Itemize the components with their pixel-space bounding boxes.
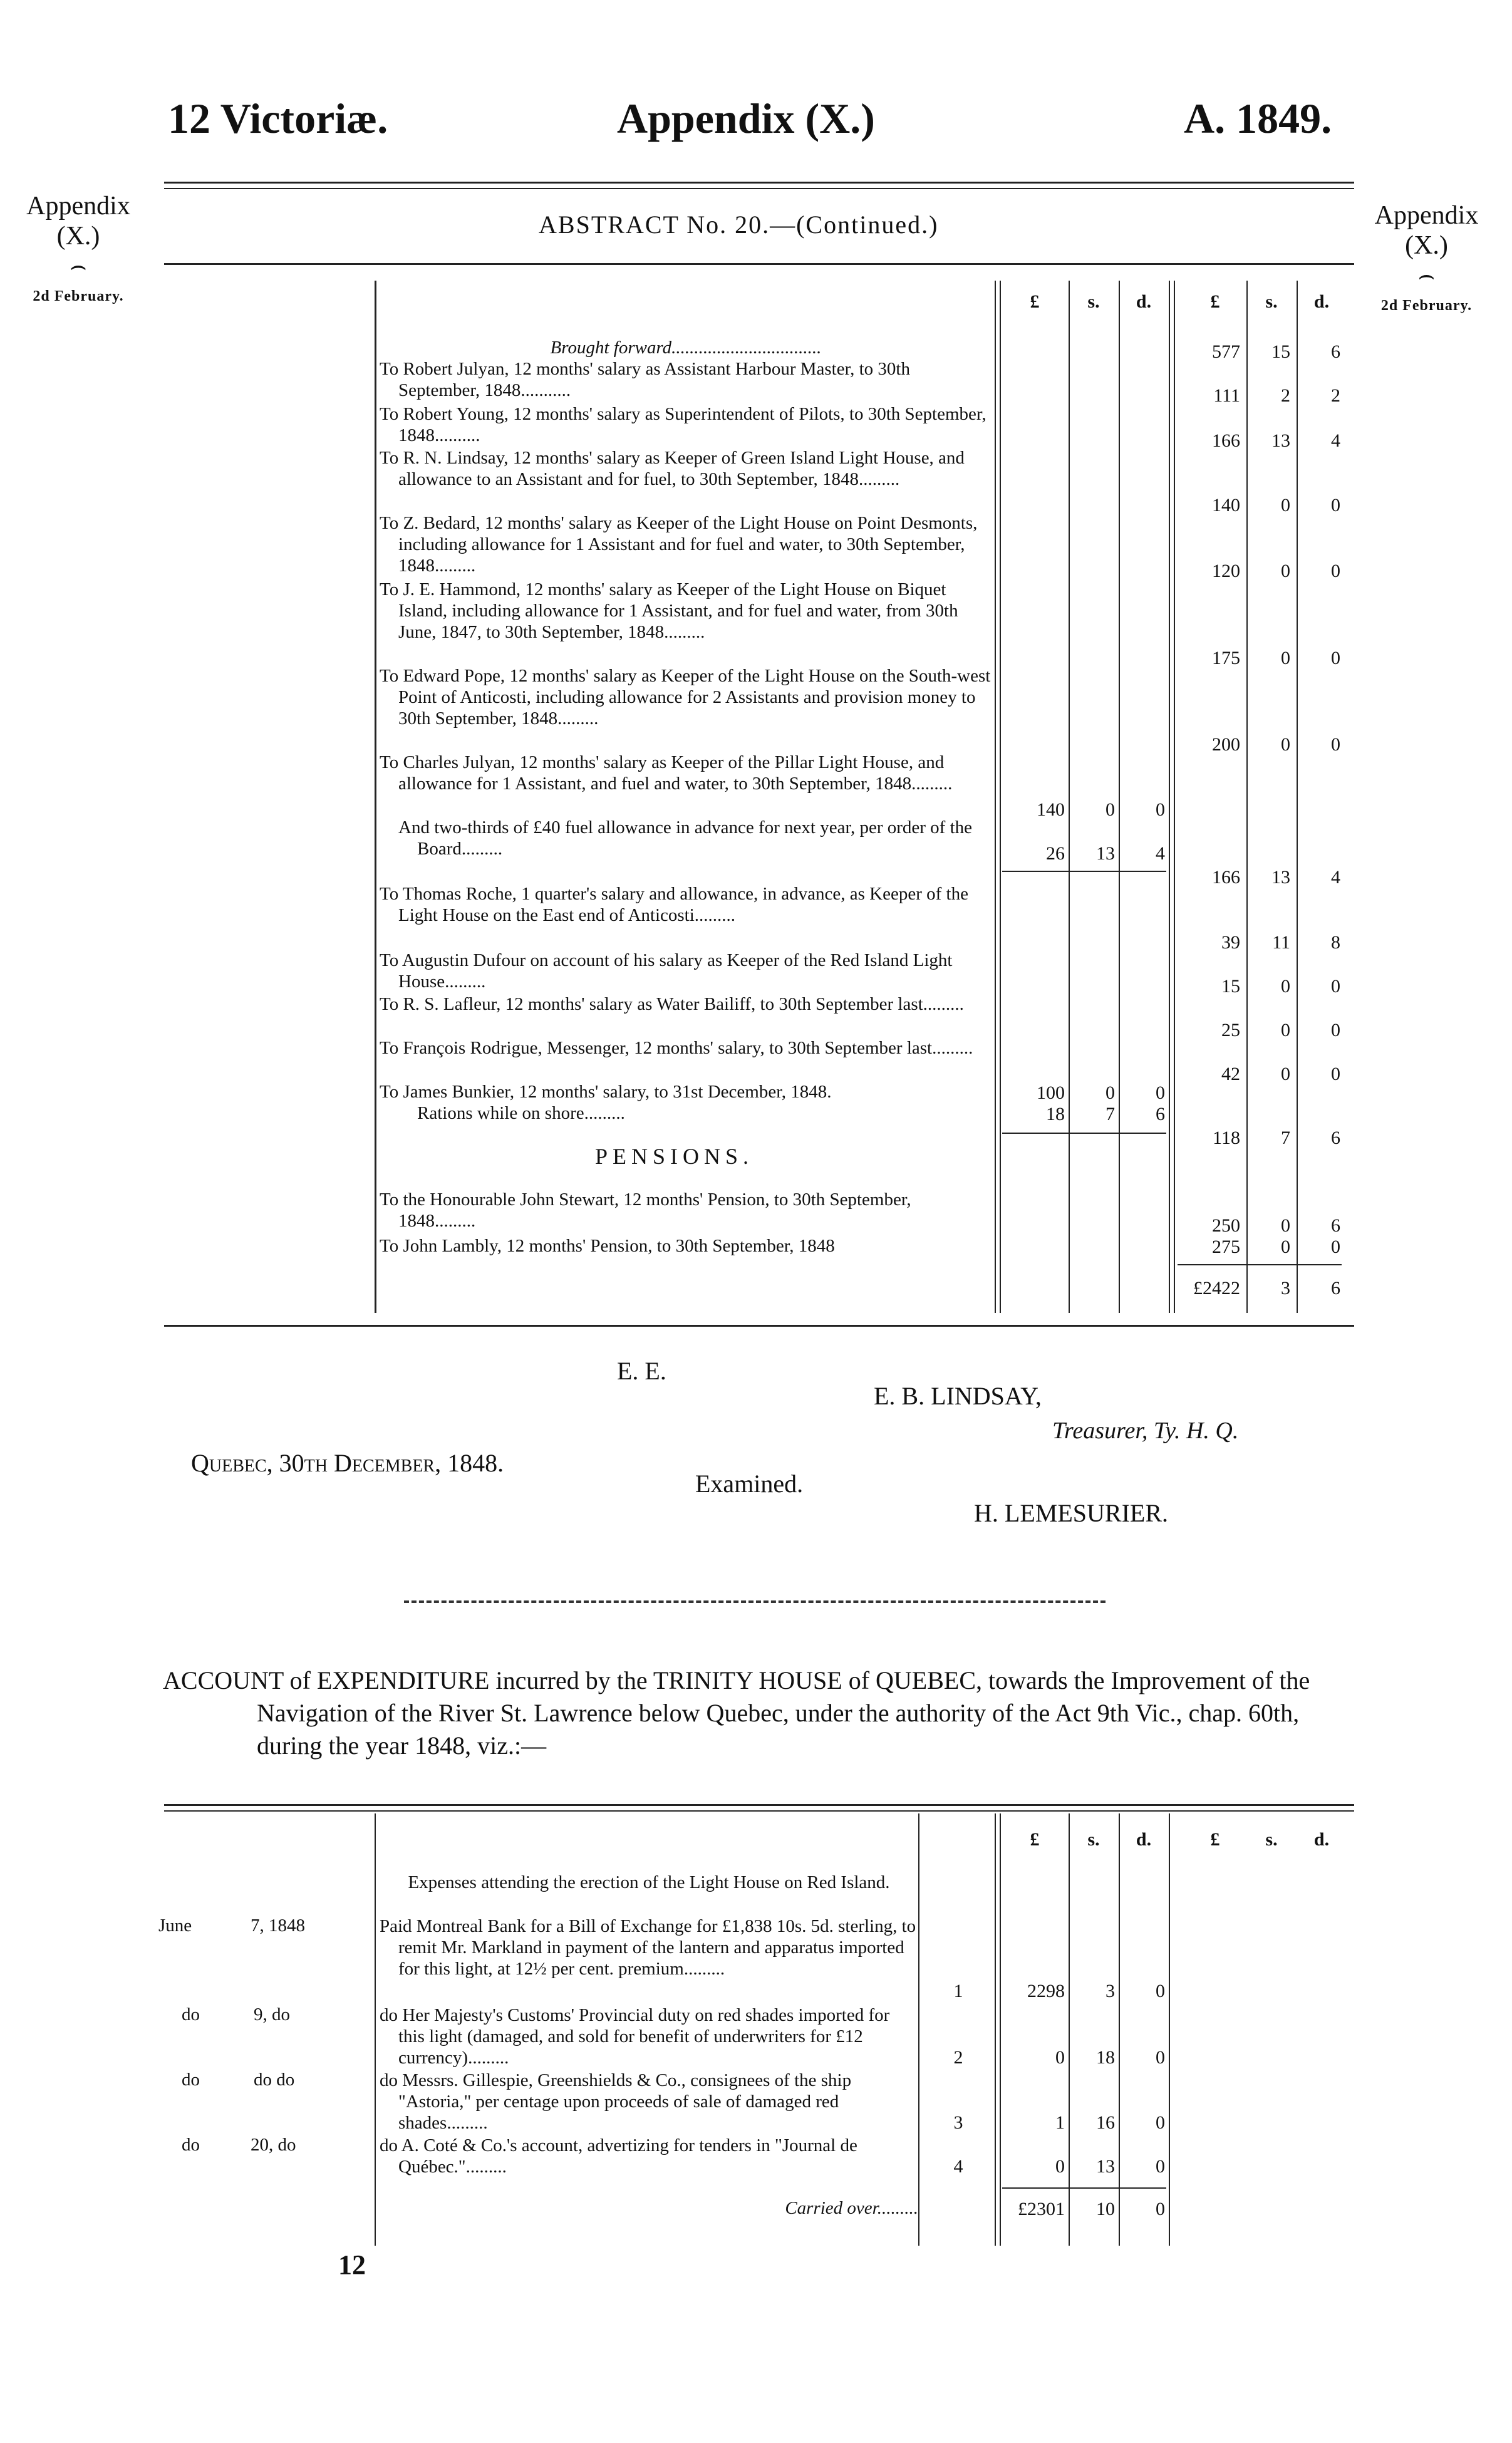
- sub-pounds: 18: [1046, 1104, 1065, 1124]
- row-day: do do: [254, 2070, 295, 2090]
- abstract-top-rule: [164, 263, 1354, 265]
- total-pence: 6: [1331, 1278, 1340, 1299]
- amount-pence: 0: [1331, 976, 1340, 997]
- amount-shillings: 0: [1281, 495, 1290, 516]
- carried-over-label: Carried over.........: [785, 2198, 918, 2218]
- amount-pounds: 175: [1212, 648, 1240, 668]
- carried-shillings: 10: [1096, 2199, 1115, 2219]
- amount-pounds: 577: [1212, 341, 1240, 362]
- amount-pounds: 250: [1212, 1215, 1240, 1236]
- amount-pounds: 39: [1221, 932, 1240, 953]
- amount-shillings: 7: [1281, 1128, 1290, 1148]
- examined-label: Examined.: [695, 1470, 804, 1498]
- amount-pounds: 1: [1055, 2112, 1065, 2133]
- place-date: Quebec, 30th December, 1848.: [191, 1449, 504, 1477]
- amount-shillings: 13: [1271, 867, 1290, 888]
- entry-bedard: To Z. Bedard, 12 months' salary as Keeper of the Light House on Point Desmonts, including allowance for 1 Assistant and for fuel and water, to 30th September, 1848.........: [380, 513, 978, 576]
- margin-note-right: [1362, 200, 1491, 321]
- account-row-cote: do A. Coté & Co.'s account, advertizing for tenders in "Journal de Québec.".........: [380, 2135, 857, 2177]
- amount-pounds: 0: [1055, 2047, 1065, 2068]
- amount-shillings: 18: [1096, 2047, 1115, 2068]
- account-row-bank: Paid Montreal Bank for a Bill of Exchange for £1,838 10s. 5d. sterling, to remit Mr. Markland in payment of the lantern and apparatus imported for this light, at 12½ per cent. premium.........: [380, 1916, 916, 1979]
- margin-code: (X.): [56, 222, 100, 251]
- row-month: do: [182, 2005, 200, 2025]
- margin-appendix-right: Appendix: [1374, 201, 1479, 230]
- entry-dufour: To Augustin Dufour on account of his salary as Keeper of the Red Island Light House.........: [380, 950, 953, 992]
- amount-pounds: 200: [1212, 734, 1240, 755]
- amount-pence: 0: [1156, 1981, 1165, 2001]
- amount-pence: 0: [1331, 648, 1340, 668]
- sub-shillings: 7: [1106, 1104, 1115, 1124]
- entry-stewart: To the Honourable John Stewart, 12 months' Pension, to 30th September, 1848.........: [380, 1190, 911, 1231]
- account-row-gillespie: do Messrs. Gillespie, Greenshields & Co., consignees of the ship "Astoria," per centage upon proceeds of sale of damaged red shades.........: [380, 2070, 852, 2133]
- amount-pence: 0: [1331, 1064, 1340, 1084]
- entry-young: To Robert Young, 12 months' salary as Superintendent of Pilots, to 30th September, 1848..........: [380, 404, 986, 445]
- amount-pounds: 111: [1213, 385, 1240, 406]
- acct-col-pence: d.: [1136, 1829, 1152, 1850]
- col-pounds-total: £: [1210, 291, 1220, 312]
- amount-shillings: 16: [1096, 2112, 1115, 2133]
- entry-charles-julyan: To Charles Julyan, 12 months' salary as Keeper of the Pillar Light House, and allowance for 1 Assistant, and fuel and water, to 30th September, 1848.........: [380, 752, 953, 794]
- header-rule: [164, 182, 1354, 184]
- row-day: 7, 1848: [251, 1916, 305, 1936]
- amount-pence: 0: [1156, 2156, 1165, 2177]
- col-pence: d.: [1136, 291, 1152, 312]
- sub-shillings: 0: [1106, 1082, 1115, 1103]
- header-left: 12 Victoriæ.: [168, 95, 388, 142]
- signatory-role: Treasurer, Ty. H. Q.: [1052, 1418, 1239, 1444]
- amount-pence: 0: [1331, 1020, 1340, 1040]
- amount-shillings: 0: [1281, 734, 1290, 755]
- entry-bunkier: To James Bunkier, 12 months' salary, to 31st December, 1848.: [380, 1082, 832, 1102]
- amount-pounds: 25: [1221, 1020, 1240, 1040]
- voucher-number: 2: [953, 2047, 963, 2068]
- amount-shillings: 0: [1281, 1237, 1290, 1257]
- amount-shillings: 13: [1271, 430, 1290, 451]
- account-row-customs: do Her Majesty's Customs' Provincial duty on red shades imported for this light (damaged, and sold for benefit of underwriters for £12 currency).........: [380, 2005, 890, 2068]
- amount-pence: 8: [1331, 932, 1340, 953]
- amount-shillings: 11: [1272, 932, 1290, 953]
- col-shillings: s.: [1087, 291, 1100, 312]
- carried-pounds: £2301: [1018, 2199, 1065, 2219]
- entry-pope: To Edward Pope, 12 months' salary as Keeper of the Light House on the South-west Point of Anticosti, including allowance for 2 Assistants and provision money to 30th September, 1848.........: [380, 666, 991, 729]
- entry-lafleur: To R. S. Lafleur, 12 months' salary as Water Bailiff, to 30th September last.........: [380, 994, 964, 1014]
- account-top-rule: [164, 1804, 1354, 1806]
- sub-pence: 4: [1156, 843, 1165, 864]
- header-center: Appendix (X.): [617, 95, 875, 142]
- total-pounds: £2422: [1193, 1278, 1240, 1299]
- amount-pence: 0: [1156, 2047, 1165, 2068]
- amount-shillings: 13: [1096, 2156, 1115, 2177]
- sub-pounds: 26: [1046, 843, 1065, 864]
- amount-shillings: 0: [1281, 1020, 1290, 1040]
- amount-pence: 4: [1331, 867, 1340, 888]
- abstract-title: ABSTRACT No. 20.—(Continued.): [539, 210, 939, 239]
- margin-code-right: (X.): [1405, 231, 1448, 260]
- entry-rations: Rations while on shore.........: [417, 1103, 625, 1123]
- sub-shillings: 13: [1096, 843, 1115, 864]
- amount-shillings: 2: [1281, 385, 1290, 406]
- amount-shillings: 0: [1281, 1064, 1290, 1084]
- amount-pence: 4: [1331, 430, 1340, 451]
- amount-pence: 2: [1331, 385, 1340, 406]
- sub-pence: 0: [1156, 1082, 1165, 1103]
- account-title: ACCOUNT of EXPENDITURE incurred by the TRINITY HOUSE of QUEBEC, towards the Improvement of the Navigation of the River St. Lawrence below Quebec, under the authority of the Act 9th Vic., chap. 60th, during the year 1848, viz.:—: [163, 1666, 1310, 1760]
- row-month: do: [182, 2070, 200, 2090]
- margin-note-left: [19, 191, 138, 311]
- carried-pence: 0: [1156, 2199, 1165, 2219]
- voucher-number: 3: [953, 2112, 963, 2133]
- amount-pounds: 118: [1213, 1128, 1240, 1148]
- entry-lindsay: To R. N. Lindsay, 12 months' salary as Keeper of Green Island Light House, and allowance to an Assistant and for fuel, to 30th September, 1848.........: [380, 448, 965, 489]
- ee-mark: E. E.: [617, 1357, 666, 1385]
- header-right: A. 1849.: [1184, 95, 1332, 142]
- entry-fuel-allowance: And two-thirds of £40 fuel allowance in advance for next year, per order of the Board.........: [398, 817, 973, 859]
- voucher-number: 1: [953, 1981, 963, 2001]
- sub-pounds: 140: [1037, 799, 1065, 820]
- entry-julyan: To Robert Julyan, 12 months' salary as Assistant Harbour Master, to 30th September, 1848...........: [380, 359, 910, 400]
- row-day: 20, do: [251, 2135, 296, 2155]
- amount-pence: 0: [1331, 1237, 1340, 1257]
- amount-pence: 0: [1156, 2112, 1165, 2133]
- amount-shillings: 15: [1271, 341, 1290, 362]
- voucher-number: 4: [953, 2156, 963, 2177]
- amount-shillings: 3: [1106, 1981, 1115, 2001]
- account-intro: Expenses attending the erection of the Light House on Red Island.: [408, 1872, 890, 1892]
- sub-pence: 0: [1156, 799, 1165, 820]
- amount-pence: 0: [1331, 734, 1340, 755]
- amount-pence: 6: [1331, 341, 1340, 362]
- row-month: do: [182, 2135, 200, 2155]
- page-number: 12: [338, 2249, 366, 2280]
- col-pence-total: d.: [1313, 291, 1330, 312]
- table-left-line: [375, 281, 376, 1313]
- col-pounds: £: [1030, 291, 1040, 312]
- entry-lambly: To John Lambly, 12 months' Pension, to 30th September, 1848: [380, 1236, 835, 1256]
- sub-shillings: 0: [1106, 799, 1115, 820]
- examiner-name: H. LEMESURIER.: [974, 1499, 1168, 1527]
- amount-pounds: 166: [1212, 430, 1240, 451]
- total-shillings: 3: [1281, 1278, 1290, 1299]
- row-day: 9, do: [254, 2005, 290, 2025]
- amount-pence: 6: [1331, 1128, 1340, 1148]
- entry-rodrigue: To François Rodrigue, Messenger, 12 months' salary, to 30th September last.........: [380, 1038, 973, 1058]
- amount-pence: 0: [1331, 495, 1340, 516]
- amount-pence: 6: [1331, 1215, 1340, 1236]
- amount-pounds: 42: [1221, 1064, 1240, 1084]
- col-shillings-total: s.: [1265, 291, 1278, 312]
- signatory-name: E. B. LINDSAY,: [874, 1382, 1042, 1410]
- pensions-heading: PENSIONS.: [595, 1144, 754, 1169]
- acct-col-pence-total: d.: [1313, 1829, 1330, 1850]
- abstract-bottom-rule: [164, 1325, 1354, 1327]
- margin-appendix: Appendix: [26, 192, 130, 220]
- acct-col-pounds: £: [1030, 1829, 1040, 1850]
- amount-pounds: 0: [1055, 2156, 1065, 2177]
- amount-shillings: 0: [1281, 976, 1290, 997]
- amount-pounds: 15: [1221, 976, 1240, 997]
- acct-col-pounds-total: £: [1210, 1829, 1220, 1850]
- amount-shillings: 0: [1281, 1215, 1290, 1236]
- sub-pounds: 100: [1037, 1082, 1065, 1103]
- acct-col-shillings-total: s.: [1265, 1829, 1278, 1850]
- row-month: June: [158, 1916, 192, 1936]
- separator-rule: [404, 1600, 1106, 1603]
- amount-pounds: 275: [1212, 1237, 1240, 1257]
- amount-pounds: 120: [1212, 561, 1240, 581]
- entry-brought-forward: Brought forward.................................: [550, 338, 822, 358]
- amount-shillings: 0: [1281, 561, 1290, 581]
- amount-shillings: 0: [1281, 648, 1290, 668]
- amount-pence: 0: [1331, 561, 1340, 581]
- amount-pounds: 2298: [1027, 1981, 1065, 2001]
- margin-date-right: 2d February.: [1380, 298, 1473, 314]
- header-rule-2: [164, 188, 1354, 189]
- entry-hammond: To J. E. Hammond, 12 months' salary as Keeper of the Light House on Biquet Island, including allowance for 1 Assistant, and for fuel and water, from 30th June, 1847, to 30th September, 1848.........: [380, 579, 958, 642]
- margin-swash-icon: ⌢: [70, 252, 87, 281]
- entry-roche: To Thomas Roche, 1 quarter's salary and allowance, in advance, as Keeper of the Light House on the East end of Anticosti.........: [380, 884, 968, 925]
- sub-pence: 6: [1156, 1104, 1165, 1124]
- margin-date: 2d February.: [33, 288, 124, 304]
- margin-swash-icon-right: ⌢: [1417, 261, 1436, 290]
- amount-pounds: 166: [1212, 867, 1240, 888]
- amount-pounds: 140: [1212, 495, 1240, 516]
- acct-col-shillings: s.: [1087, 1829, 1100, 1850]
